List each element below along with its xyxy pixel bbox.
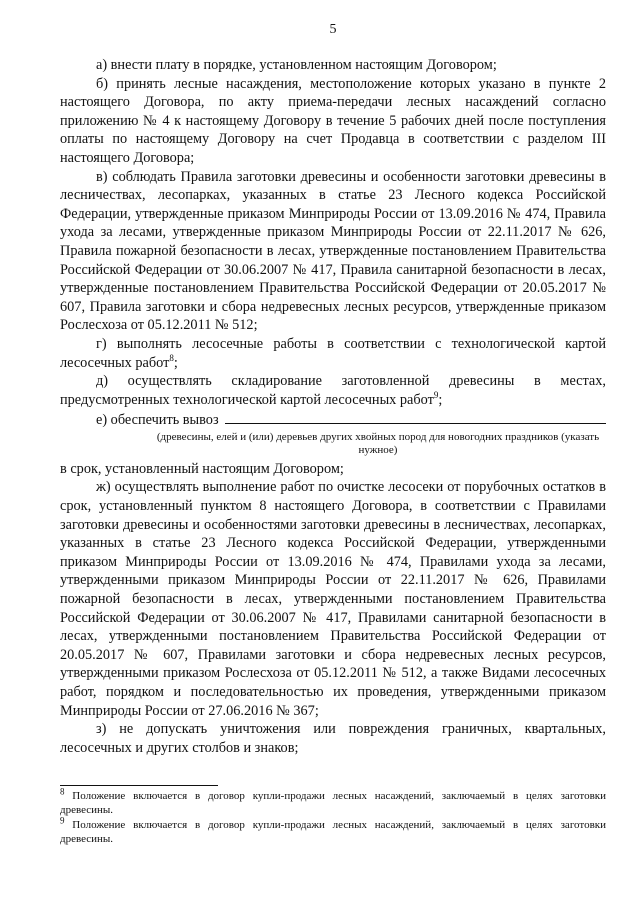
item-v: в) соблюдать Правила заготовки древесины и особенности заготовки древесины в лесничествах, лесопарках, указанных в статье 23 Лесного кодекса Российской Федерации, утвержденные приказом Минприроды России от 13.09.2016 № 474, Правила ухода за лесами, утвержденные приказом Минприроды России от 22.11.2017 № 626, Правила пожарной безопасности в лесах, утвержденные постановлением Правительства Российской Федерации от 30.06.2007 № 417, Правила санитарной безопасности в лесах, утвержденные постановлением Правительства Российской Федерации от 20.05.2017 № 607, Правила заготовки и сбора недревесных лесных ресурсов, утвержденные приказом Рослесхоза от 05.12.2011 № 512; [60,168,606,334]
footnote-separator [60,785,218,786]
item-b: б) принять лесные насаждения, местоположение которых указано в пункте 2 настоящего Договора, по акту приема-передачи лесных насаждений согласно приложению № 4 к настоящему Договору в течение 5 рабочих дней после поступления оплаты по настоящему Договору на счет Продавца в соответствии с разделом III настоящего Договора; [60,75,606,166]
item-d [60,372,606,409]
item-a: а) внести плату в порядке, установленном настоящим Договором; [96,57,497,73]
item-zh: ж) осуществлять выполнение работ по очистке лесосеки от порубочных остатков в срок, установленный пунктом 8 настоящего Договора, в соответствии с Правилами заготовки древесины и особенностями заготовки древесины в лесничествах, лесопарках, указанных в статье 23 Лесного кодекса Российской Федерации, утвержденными приказом Минприроды России от 13.09.2016 № 474, Правилами ухода за лесами, утвержденными приказом Минприроды России от 22.11.2017 № 626, Правилами пожарной безопасности в лесах, утвержденными постановлением Правительства Российской Федерации от 30.06.2007 № 417, Правилами санитарной безопасности в лесах, утвержденными постановлением Правительства Российской Федерации от 20.05.2017 № 607, Правилами заготовки и сбора недревесных лесных ресурсов, утвержденными приказом Рослесхоза от 05.12.2011 № 512, а также Видами лесосечных работ, порядком и последовательностью их проведения, утвержденными приказом Минприроды России от 27.06.2016 № 367; [60,479,606,719]
document-body [60,56,606,757]
footnote-text: Положение включается в договор купли-продажи лесных насаждений, заключаемый в целях заготовки древесины. [60,790,606,816]
page-number: 5 [329,22,337,37]
item-g-end: ; [173,354,178,371]
item-d-text: д) осуществлять складирование заготовленной древесины в местах, предусмотренных технологической картой лесосечных работ [60,373,606,408]
item-g [60,335,606,372]
footnote-ref-8: 8 [169,352,174,363]
item-e-label: е) обеспечить вывоз [96,412,219,429]
footnote-mark: 9 [60,815,65,826]
footnote-mark: 8 [60,786,65,797]
item-e-continuation: в срок, установленный настоящим Договором; [60,460,344,477]
item-e-caption: (древесины, елей и (или) деревьев других хвойных пород для новогодних праздников (указать нужное) [156,430,600,456]
footnote-ref-9: 9 [433,389,439,400]
item-e-row [60,409,606,430]
item-d-end: ; [438,391,443,408]
document-page [60,22,606,757]
item-g-text: г) выполнять лесосечные работы в соответствии с технологической картой лесосечных работ [60,335,606,371]
footnote-text: Положение включается в договор купли-продажи лесных насаждений, заключаемый в целях заготовки древесины. [60,819,606,845]
item-z: з) не допускать уничтожения или повреждения граничных, квартальных, лесосечных и других столбов и знаков; [60,721,606,756]
footnote-8 [60,786,606,817]
fill-in-blank-line[interactable] [225,409,606,424]
footnote-9 [60,815,606,846]
footnotes [60,786,606,848]
